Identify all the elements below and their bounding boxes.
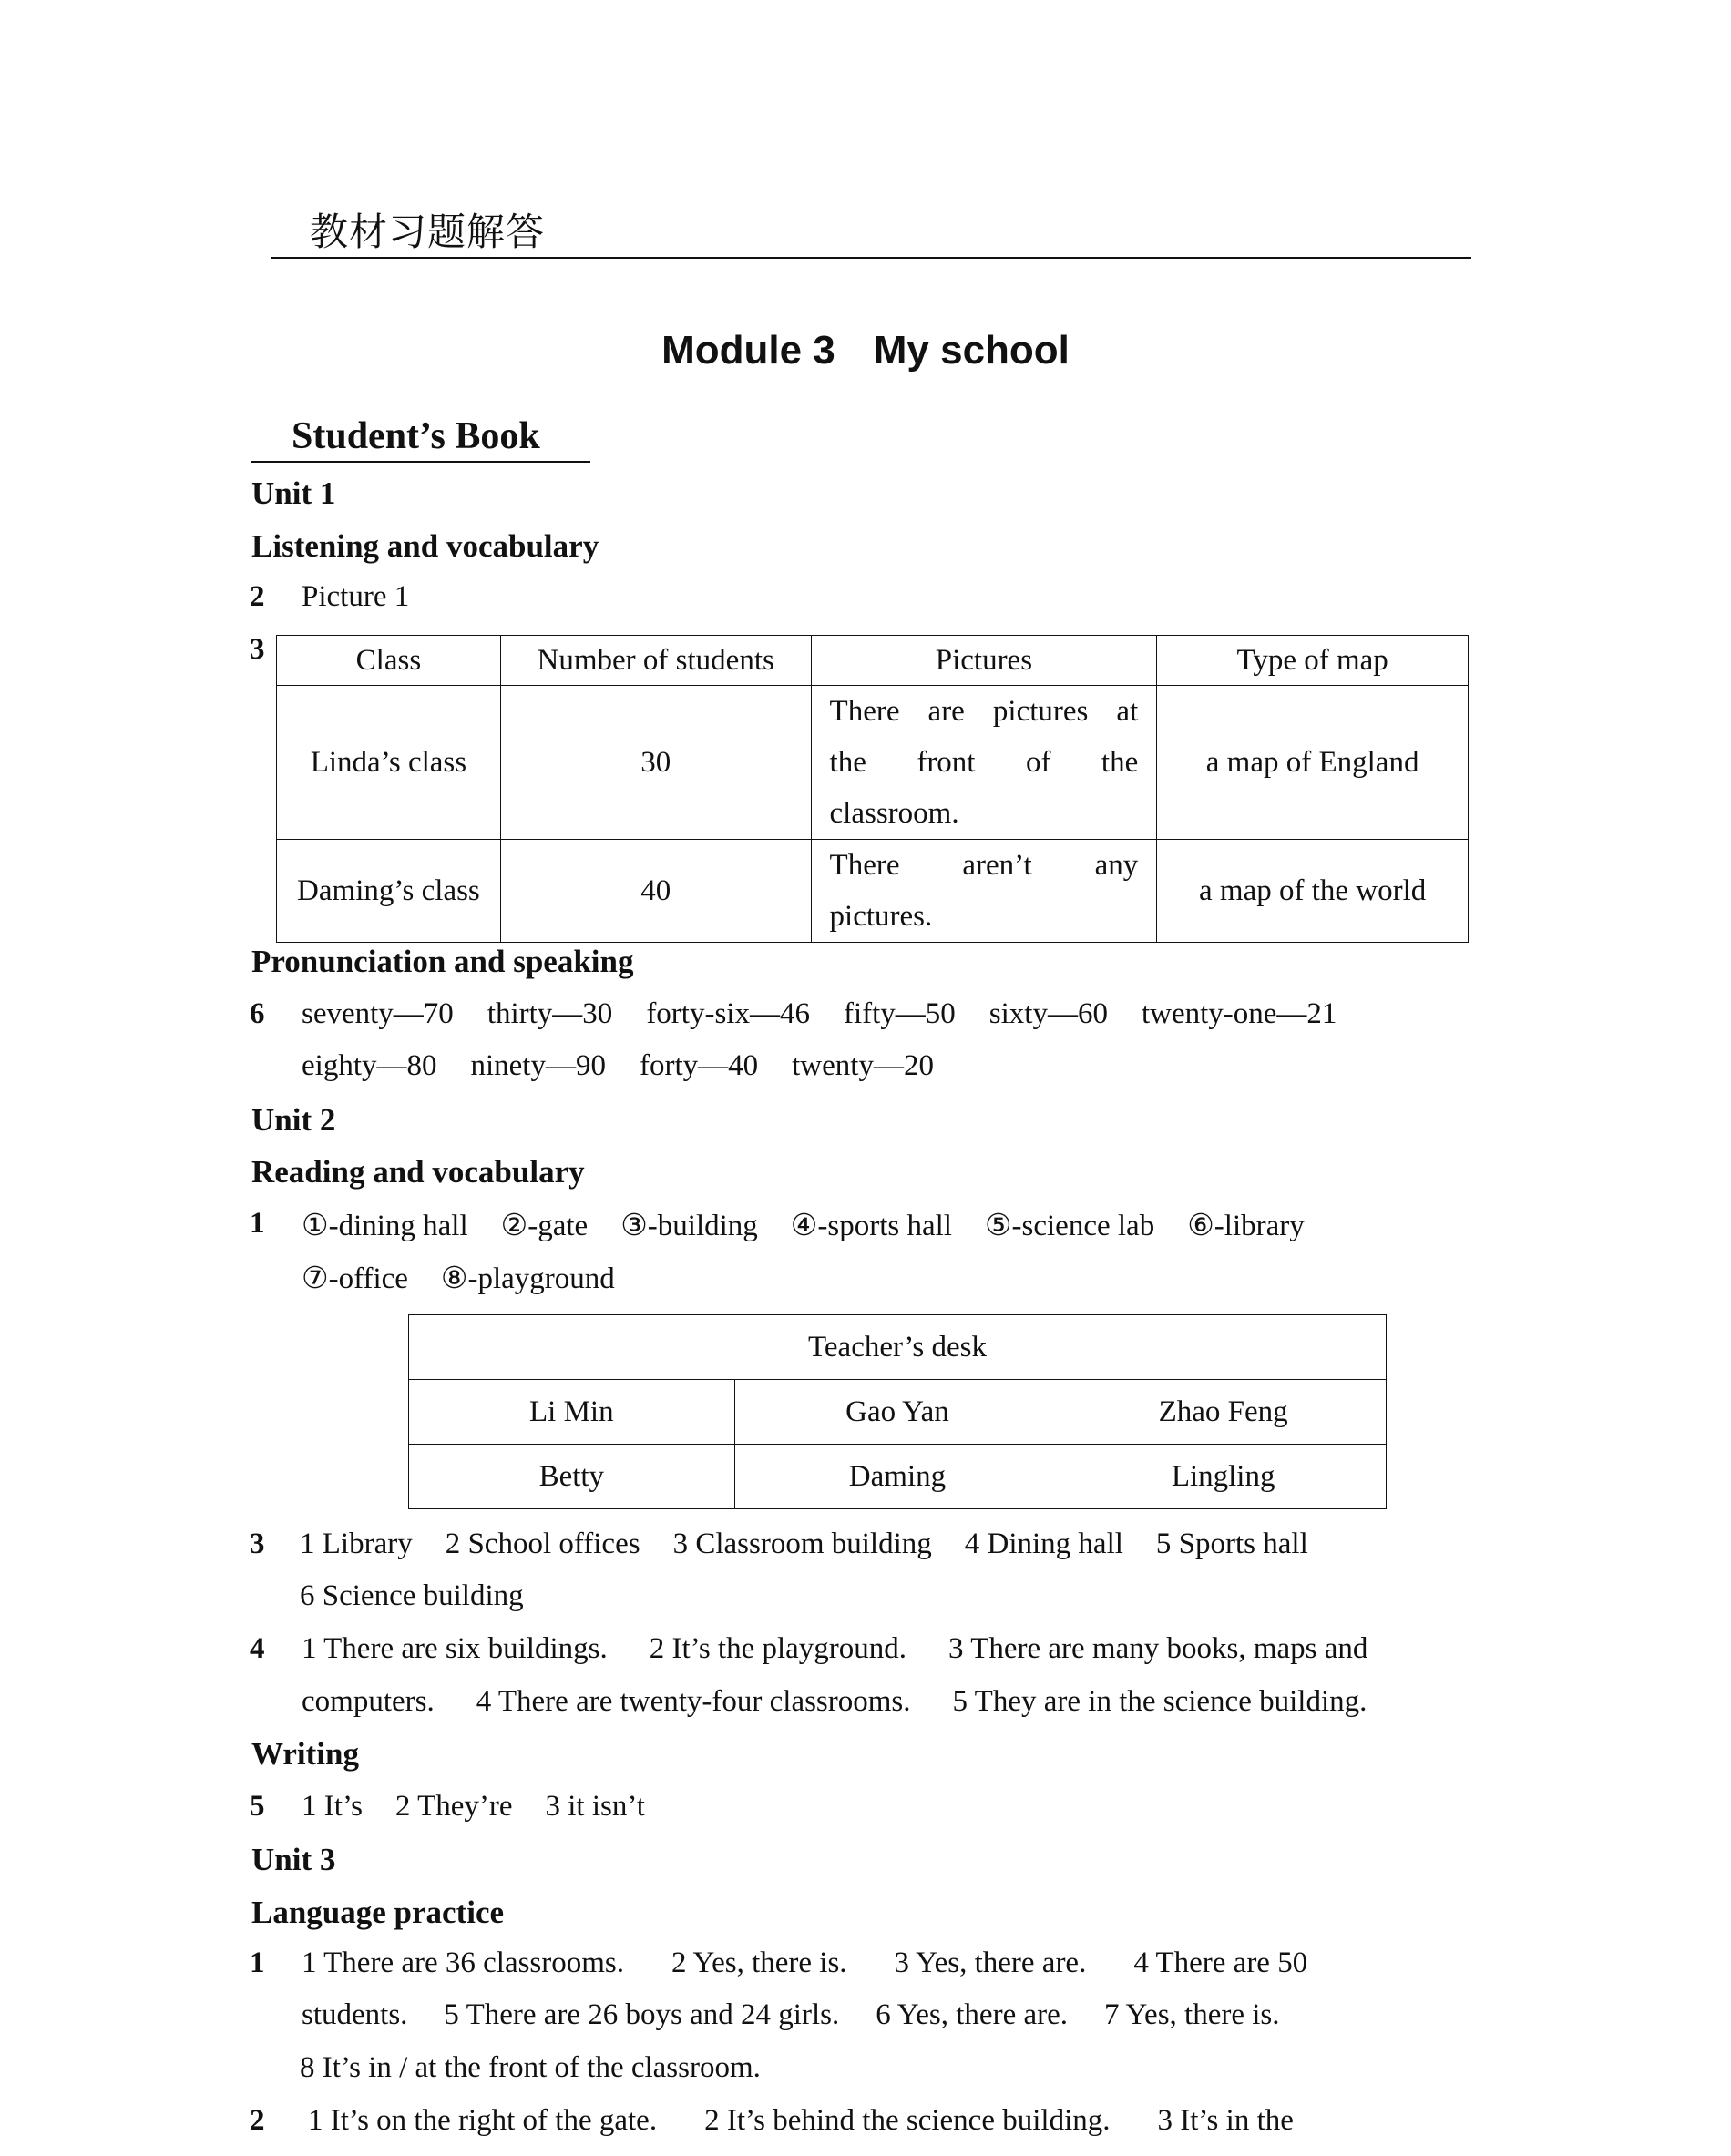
answer-line [302, 1947, 1307, 1980]
answer-item: 1 There are six buildings. [302, 1632, 608, 1665]
table-cell [811, 686, 1157, 840]
answer-item: 1 Library [300, 1528, 413, 1560]
table-header-cell: Type of map [1157, 636, 1469, 686]
answer-item: 2 It’s behind the science building. [704, 2104, 1111, 2137]
answer-line [302, 1632, 1367, 1666]
answer-line [302, 1790, 645, 1824]
answer-item: 1 It’s on the right of the gate. [308, 2104, 658, 2137]
table-cell-line [830, 686, 1139, 737]
answer-item: ⑤-science lab [984, 1210, 1155, 1242]
table-row [409, 1445, 1387, 1509]
answer-item: 2 They’re [394, 1790, 513, 1823]
seat-cell: Li Min [409, 1380, 735, 1445]
module-title [0, 328, 1731, 373]
answer-item: 5 Sports hall [1155, 1528, 1308, 1560]
question-number: 3 [250, 633, 265, 666]
answer-item: 2 School offices [445, 1528, 640, 1560]
answer-item: 2 Yes, there is. [671, 1947, 847, 1979]
answer-item: thirty—30 [487, 997, 613, 1030]
seat-cell: Betty [409, 1445, 735, 1509]
answer-item: eighty—80 [302, 1049, 437, 1082]
answer-line [302, 1685, 1367, 1719]
table-cell: 40 [500, 840, 811, 943]
answer-item: ②-gate [500, 1210, 589, 1242]
answer-item: twenty-one—21 [1141, 997, 1337, 1030]
answer-line [302, 1207, 1305, 1243]
seat-cell: Zhao Feng [1060, 1380, 1387, 1445]
table-header-row [277, 636, 1469, 686]
answer-item: twenty—20 [792, 1049, 934, 1082]
question-number: 1 [250, 1207, 265, 1240]
seating-chart-table [408, 1314, 1387, 1509]
table-cell-line [830, 840, 1139, 891]
module-name: My school [873, 328, 1070, 373]
table-header-cell: Pictures [811, 636, 1157, 686]
answer-item: 3 Yes, there are. [894, 1947, 1087, 1979]
answer-item: ⑧-playground [440, 1262, 615, 1295]
answer-item: 4 Dining hall [964, 1528, 1123, 1560]
answer-item: 7 Yes, there is. [1104, 1998, 1280, 2031]
answer-line [308, 2104, 1294, 2138]
answer-item: fifty—50 [843, 997, 956, 1030]
class-comparison-table [276, 635, 1469, 943]
unit-1-heading: Unit 1 [251, 475, 336, 511]
answer-item: 2 It’s the playground. [649, 1632, 907, 1665]
table-cell: 30 [500, 686, 811, 840]
answer-item: 1 There are 36 classrooms. [302, 1947, 625, 1979]
answer-item: sixty—60 [988, 997, 1108, 1030]
answer-item: 3 Classroom building [672, 1528, 932, 1560]
answer-item: ①-dining hall [302, 1210, 468, 1242]
answer-line: 8 It’s in / at the front of the classroom. [300, 2051, 761, 2084]
seat-cell: Daming [734, 1445, 1060, 1509]
answer-line [302, 997, 1337, 1031]
table-cell: Linda’s class [277, 686, 501, 840]
answer-item: 5 There are 26 boys and 24 girls. [444, 1998, 840, 2031]
table-cell-line [830, 737, 1139, 788]
unit-2-heading: Unit 2 [251, 1102, 336, 1138]
book-title-rule [251, 461, 590, 463]
answer-item: 3 There are many books, maps and [948, 1632, 1368, 1665]
header-title: 教材习题解答 [310, 209, 546, 254]
text-line: pictures. [829, 900, 933, 933]
text-line: classroom. [829, 797, 959, 830]
table-cell-line [830, 891, 1139, 942]
listening-heading: Listening and vocabulary [251, 528, 599, 564]
question-number: 4 [250, 1632, 265, 1665]
table-cell-line [830, 788, 1139, 839]
language-practice-heading: Language practice [251, 1895, 505, 1930]
question-number: 5 [250, 1790, 265, 1823]
answer-item: 3 it isn’t [545, 1790, 645, 1823]
table-header-row [409, 1315, 1387, 1380]
text-line: the front of the [829, 746, 1139, 779]
answer-line [302, 1998, 1280, 2032]
table-row [409, 1380, 1387, 1445]
answer-item: 6 Yes, there are. [876, 1998, 1068, 2031]
unit-3-heading: Unit 3 [251, 1842, 336, 1877]
answer-item: 5 They are in the science building. [952, 1685, 1367, 1718]
table-cell: Daming’s class [277, 840, 501, 943]
answer-item: ⑦-office [302, 1262, 408, 1295]
text-line: There are pictures at [829, 695, 1139, 728]
teachers-desk-cell: Teacher’s desk [409, 1315, 1387, 1380]
answer-line [300, 1528, 1308, 1561]
book-title: Student’s Book [292, 415, 540, 457]
answer-line [302, 1049, 934, 1083]
answer-item: computers. [302, 1685, 435, 1718]
question-number: 2 [250, 580, 265, 613]
answer-item: students. [302, 1998, 408, 2031]
answer-item: 4 There are twenty-four classrooms. [476, 1685, 911, 1718]
answer-item: 4 There are 50 [1133, 1947, 1308, 1979]
answer-line [302, 1260, 615, 1296]
writing-heading: Writing [251, 1736, 359, 1772]
answer-item: forty-six—46 [646, 997, 810, 1030]
table-cell [811, 840, 1157, 943]
table-row [277, 686, 1469, 840]
table-header-cell: Number of students [500, 636, 811, 686]
answer-item: ④-sports hall [790, 1210, 952, 1242]
header-rule [271, 257, 1471, 259]
table-row [277, 840, 1469, 943]
table-cell: a map of England [1157, 686, 1469, 840]
answer-item: forty—40 [639, 1049, 759, 1082]
answer-item: 1 It’s [302, 1790, 363, 1823]
answer-item: ③-building [620, 1210, 758, 1242]
seat-cell: Gao Yan [734, 1380, 1060, 1445]
answer-text: Picture 1 [302, 580, 410, 613]
table-header-cell: Class [277, 636, 501, 686]
question-number: 2 [250, 2104, 265, 2137]
question-number: 3 [250, 1528, 265, 1560]
module-number: Module 3 [661, 328, 835, 373]
answer-item: ⑥-library [1187, 1210, 1305, 1242]
table-cell: a map of the world [1157, 840, 1469, 943]
answer-item: 3 It’s in the [1157, 2104, 1294, 2137]
pronunciation-heading: Pronunciation and speaking [251, 944, 634, 979]
answer-line: 6 Science building [300, 1579, 524, 1612]
question-number: 6 [250, 997, 265, 1030]
reading-heading: Reading and vocabulary [251, 1154, 585, 1190]
answer-item: seventy—70 [302, 997, 454, 1030]
answer-item: ninety—90 [470, 1049, 606, 1082]
question-number: 1 [250, 1947, 265, 1979]
seat-cell: Lingling [1060, 1445, 1387, 1509]
text-line: There aren’t any [829, 849, 1139, 882]
